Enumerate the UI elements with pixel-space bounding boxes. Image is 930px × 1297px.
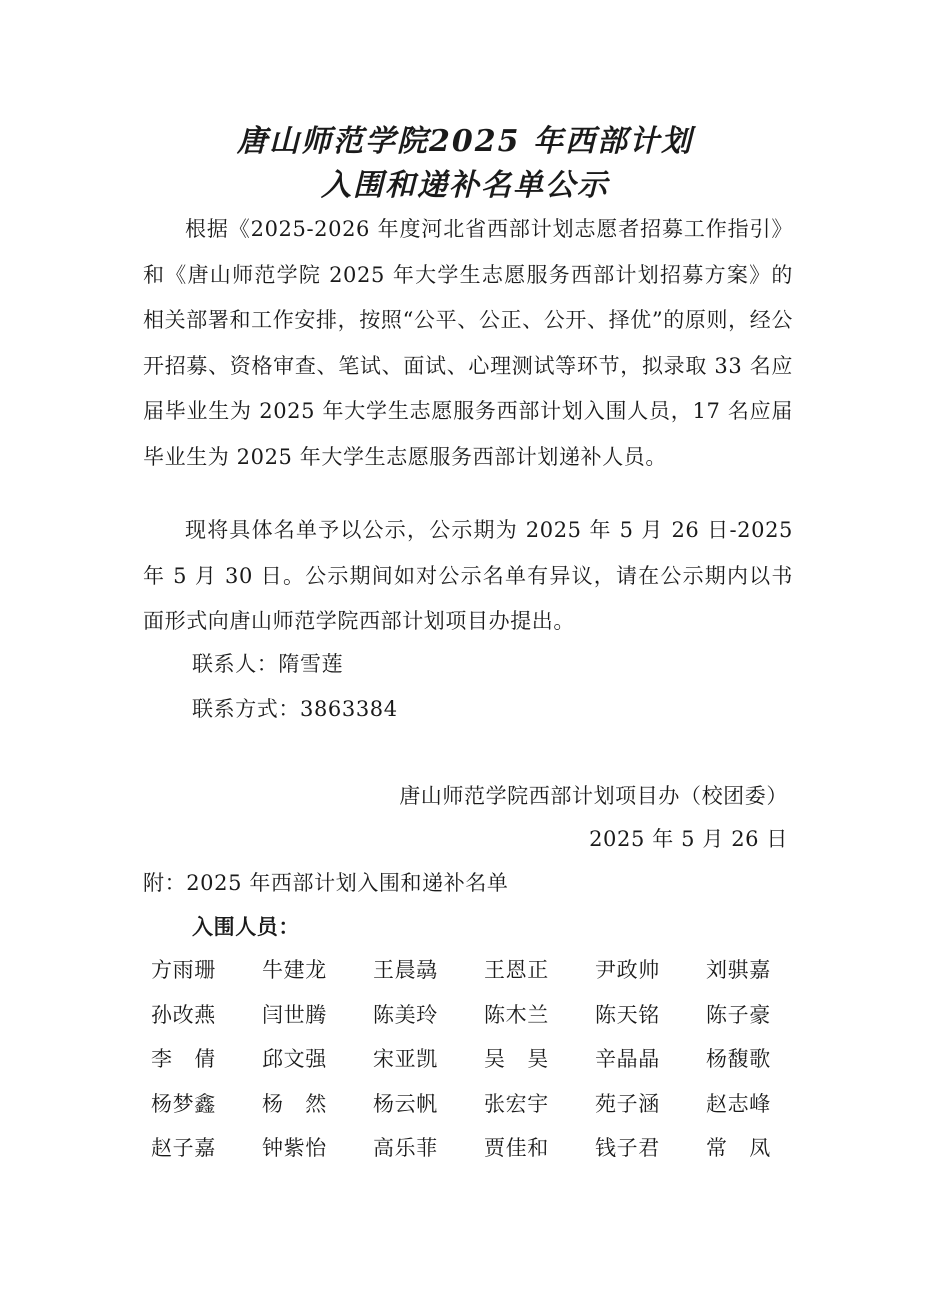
name-cell: 宋亚凯 xyxy=(373,1047,438,1071)
name-cell: 杨梦鑫 xyxy=(151,1091,216,1116)
name-cell: 钱子君 xyxy=(595,1136,660,1160)
name-cell: 苑子涵 xyxy=(595,1091,660,1116)
document-title-line1: 唐山师范学院2025 年西部计划 xyxy=(237,124,693,159)
name-cell: 孙改燕 xyxy=(151,1002,216,1027)
name-cell: 李 倩 xyxy=(151,1047,216,1071)
name-cell: 尹政帅 xyxy=(595,958,660,982)
shortlist-heading: 入围人员： xyxy=(192,914,300,939)
name-cell: 杨 然 xyxy=(262,1091,327,1116)
name-cell: 邱文强 xyxy=(262,1047,327,1071)
intro-paragraph: 根据《2025-2026 年度河北省西部计划志愿者招募工作指引》和《唐山师范学院 2025 年大学生志愿服务西部计划招募方案》的相关部署和工作安排，按照“公平、公正、公开、择优”的原则，经公开招募、资格审查、笔试、面试、心理测试等环节，拟录取 33 名应届毕业生为 2025 年大学生志愿服务西部计划入围人员，17 名应届毕业生为 2025 年大学生志愿服务西部计划递补人员。 xyxy=(143,217,793,469)
name-cell: 陈木兰 xyxy=(484,1002,549,1027)
name-cell: 吴 昊 xyxy=(484,1047,549,1071)
name-cell: 赵志峰 xyxy=(706,1091,771,1116)
name-cell: 牛建龙 xyxy=(262,958,327,982)
name-cell: 陈美玲 xyxy=(373,1002,438,1027)
notice-period-paragraph: 现将具体名单予以公示，公示期为 2025 年 5 月 26 日-2025 年 5 月 30 日。公示期间如对公示名单有异议，请在公示期内以书面形式向唐山师范学院西部计划项目办提出。 xyxy=(143,518,793,633)
name-cell: 杨馥歌 xyxy=(706,1047,771,1071)
shortlisted-names-grid xyxy=(151,955,791,1178)
contact-person: 联系人：隋雪莲 xyxy=(192,652,344,676)
name-cell: 高乐菲 xyxy=(373,1136,438,1160)
name-cell: 张宏宇 xyxy=(484,1091,549,1116)
name-cell: 方雨珊 xyxy=(151,958,216,982)
name-cell: 贾佳和 xyxy=(484,1136,549,1160)
signature-date: 2025 年 5 月 26 日 xyxy=(589,827,788,851)
name-cell: 辛晶晶 xyxy=(595,1047,660,1071)
contact-phone: 联系方式：3863384 xyxy=(192,697,398,721)
name-cell: 闫世腾 xyxy=(262,1002,327,1027)
name-cell: 赵子嘉 xyxy=(151,1136,216,1160)
attachment-line: 附：2025 年西部计划入围和递补名单 xyxy=(143,871,509,895)
name-cell: 王恩正 xyxy=(484,958,549,982)
name-cell: 杨云帆 xyxy=(373,1091,438,1116)
name-cell: 陈天铭 xyxy=(595,1002,660,1027)
name-cell: 刘骐嘉 xyxy=(706,958,771,982)
name-cell: 钟紫怡 xyxy=(262,1136,327,1160)
name-cell: 王晨骉 xyxy=(373,958,438,982)
document-title-line2: 入围和递补名单公示 xyxy=(321,168,609,203)
name-cell: 常 凤 xyxy=(706,1136,771,1160)
signature-organization: 唐山师范学院西部计划项目办（校团委） xyxy=(399,784,788,808)
name-cell: 陈子豪 xyxy=(706,1002,771,1027)
